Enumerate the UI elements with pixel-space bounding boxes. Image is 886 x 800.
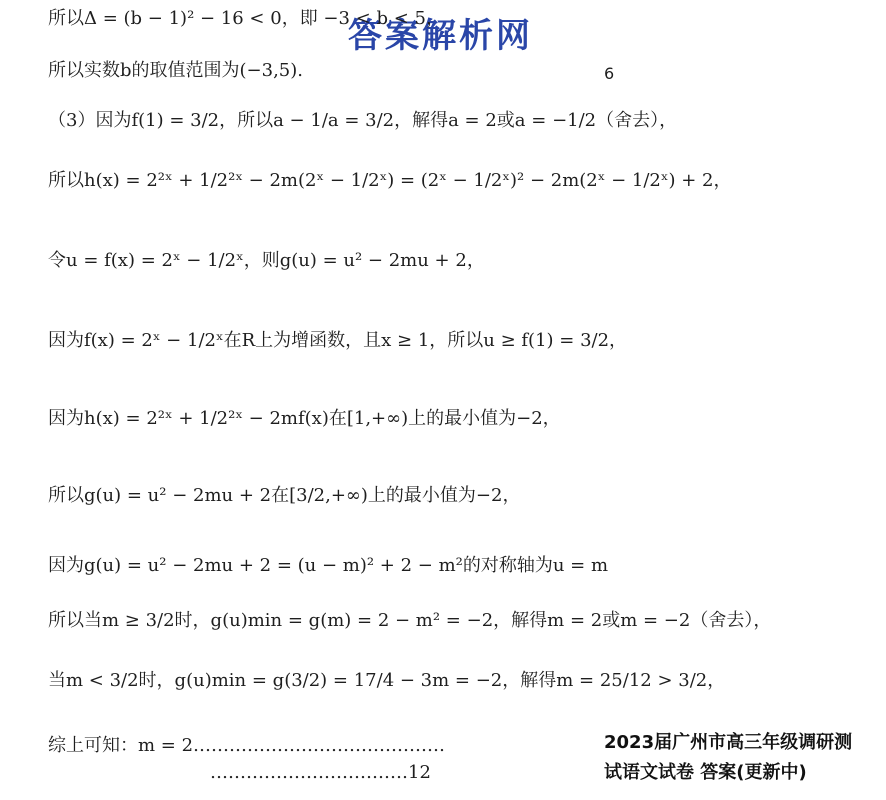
page-number: 6 — [604, 64, 615, 83]
solution-line-increasing: 因为f(x) = 2ˣ − 1/2ˣ在R上为增函数，且x ≥ 1，所以u ≥ f(1) = 3/2， — [48, 330, 628, 351]
solution-line-case1: 所以当m ≥ 3/2时，g(u)min = g(m) = 2 − m² = −2，解得m = 2或m = −2（舍去）， — [48, 610, 772, 631]
caption-line-1: 2023届广州市高三年级调研测 — [604, 732, 853, 753]
solution-line-case2: 当m < 3/2时，g(u)min = g(3/2) = 17/4 − 3m = −2，解得m = 25/12 > 3/2， — [48, 670, 726, 691]
solution-line-substitution: 令u = f(x) = 2ˣ − 1/2ˣ，则g(u) = u² − 2mu + 2， — [48, 250, 485, 271]
solution-line-range-b: 所以实数b的取值范围为(−3,5). — [48, 60, 303, 81]
caption-line-2: 试语文试卷 答案(更新中) — [604, 762, 807, 783]
solution-line-h-expression: 所以h(x) = 2²ˣ + 1/2²ˣ − 2m(2ˣ − 1/2ˣ) = (2ˣ − 1/2ˣ)² − 2m(2ˣ − 1/2ˣ) + 2， — [48, 170, 732, 191]
solution-line-discriminant: 所以Δ = (b − 1)² − 16 < 0，即 −3 < b < 5， — [48, 8, 444, 29]
solution-line-conclusion: 综上可知：m = 2…………………………………… — [48, 735, 446, 756]
solution-line-g-min: 所以g(u) = u² − 2mu + 2在[3/2,+∞)上的最小值为−2， — [48, 485, 521, 506]
solution-line-h-min: 因为h(x) = 2²ˣ + 1/2²ˣ − 2mf(x)在[1,+∞)上的最小值为−2， — [48, 408, 561, 429]
watermark: 答案解析网 — [348, 16, 533, 56]
caption-banner — [604, 728, 858, 788]
solution-line-score: ……………………………12 — [210, 762, 431, 783]
solution-line-part3-solve-a: （3）因为f(1) = 3/2，所以a − 1/a = 3/2，解得a = 2或a = −1/2（舍去）， — [48, 110, 678, 131]
solution-line-axis: 因为g(u) = u² − 2mu + 2 = (u − m)² + 2 − m²的对称轴为u = m — [48, 555, 609, 576]
